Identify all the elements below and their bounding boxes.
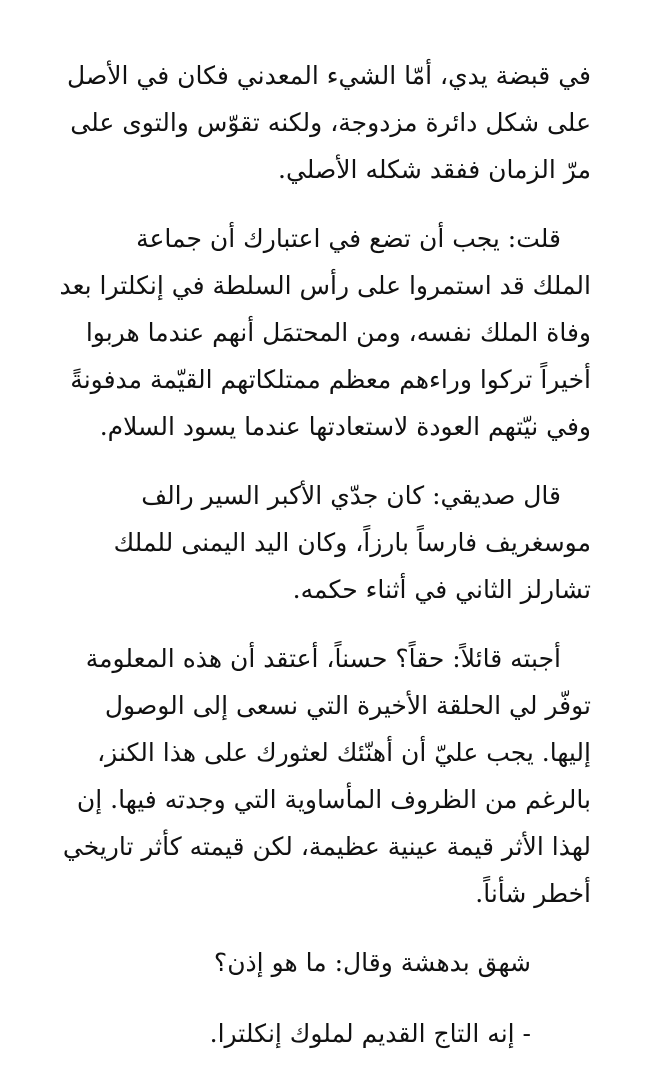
text-line: أخطر شأناً. [475, 879, 591, 908]
text-line: موسغريف فارساً بارزاً، وكان اليد اليمنى للملك [113, 528, 591, 557]
text-line: وفاة الملك نفسه، ومن المحتمَل أنهم عندما هربوا [85, 318, 591, 347]
text-line: إليها. يجب عليّ أن أهنّئك لعثورك على هذا الكنز، [97, 738, 591, 767]
paragraph-1 [48, 52, 591, 193]
text-line: في قبضة يدي، أمّا الشيء المعدني فكان في الأصل [67, 61, 591, 90]
book-page [48, 52, 591, 1081]
text-line: أخيراً تركوا وراءهم معظم ممتلكاتهم القيّمة مدفونةً [70, 365, 591, 394]
text-line: الملك قد استمروا على رأس السلطة في إنكلترا بعد [59, 271, 591, 300]
text-line: قال صديقي: كان جدّي الأكبر السير رالف [141, 481, 561, 510]
text-line: على شكل دائرة مزدوجة، ولكنه تقوّس والتوى على [70, 108, 591, 137]
text-line: قلت: يجب أن تضع في اعتبارك أن جماعة [136, 224, 561, 253]
text-line: بالرغم من الظروف المأساوية التي وجدته فيها. إن [76, 785, 591, 814]
text-line: توفّر لي الحلقة الأخيرة التي نسعى إلى الوصول [104, 691, 591, 720]
paragraph-3 [48, 472, 591, 613]
text-line: أجبته قائلاً: حقاً؟ حسناً، أعتقد أن هذه المعلومة [85, 644, 561, 673]
paragraph-4 [48, 635, 591, 917]
text-line: وفي نيّتهم العودة لاستعادتها عندما يسود السلام. [99, 412, 591, 441]
dialog-line-1: شهق بدهشة وقال: ما هو إذن؟ [213, 948, 531, 977]
paragraph-2 [48, 215, 591, 450]
text-line: تشارلز الثاني في أثناء حكمه. [292, 575, 591, 604]
text-line: لهذا الأثر قيمة عينية عظيمة، لكن قيمته كأثر تاريخي [62, 832, 591, 861]
text-line: مرّ الزمان ففقد شكله الأصلي. [278, 155, 591, 184]
dialog-line-2: - إنه التاج القديم لملوك إنكلترا. [209, 1019, 531, 1048]
